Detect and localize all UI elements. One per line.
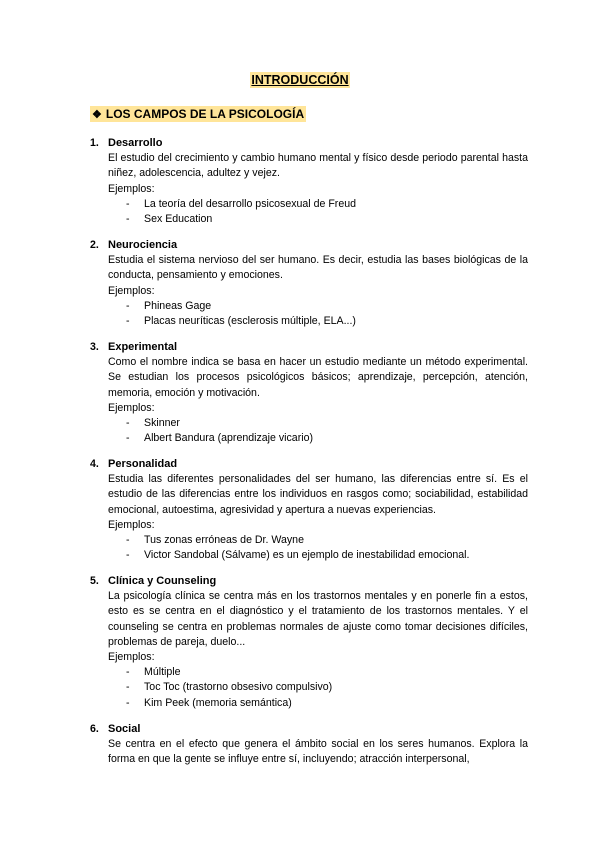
dash-bullet: - (126, 315, 130, 328)
examples-label: Ejemplos: (108, 182, 155, 195)
diamond-bullet-icon: ❖ (92, 109, 102, 121)
item-number: 3. (90, 341, 99, 353)
dash-bullet: - (126, 696, 130, 709)
item-description: Estudia el sistema nervioso del ser humano. Es decir, estudia las bases biológicas de la conducta, pensamiento y emociones. (108, 254, 528, 282)
example-item: - Tus zonas erróneas de Dr. Wayne (108, 533, 528, 548)
item-description: La psicología clínica se centra más en los trastornos mentales y en ponerle fin a estos, esto es se centra en el diagnóstico y el tratamiento de los trastornos mentales. Y el counseling se centra en problemas normales de ajuste como tomar decisiones difíciles, problemas de pareja, duelo... (108, 590, 528, 648)
item-heading: Clínica y Counseling (108, 575, 217, 587)
example-item: - Sex Education (108, 212, 528, 227)
examples-label: Ejemplos: (108, 284, 155, 297)
example-item: - Placas neuríticas (esclerosis múltiple, ELA...) (108, 314, 528, 329)
item-number: 2. (90, 239, 99, 251)
examples-list (108, 533, 528, 563)
dash-bullet: - (126, 681, 130, 694)
dash-bullet: - (126, 417, 130, 430)
example-item: - Múltiple (108, 665, 528, 680)
list-item (90, 722, 528, 768)
section-heading-highlight (90, 106, 306, 122)
example-item: - Toc Toc (trastorno obsesivo compulsivo) (108, 680, 528, 695)
examples-list (108, 197, 528, 227)
title-text: INTRODUCCIÓN (251, 73, 349, 87)
examples-label: Ejemplos: (108, 518, 155, 531)
list-item (90, 136, 528, 227)
example-item: - Victor Sandobal (Sálvame) es un ejemplo de inestabilidad emocional. (108, 548, 528, 563)
dash-bullet: - (126, 197, 130, 210)
item-description: Como el nombre indica se basa en hacer un estudio mediante un método experimental. Se estudian los procesos psicológicos básicos; aprendizaje, percepción, atención, memoria, emoción y motivación. (108, 356, 528, 399)
examples-list (108, 665, 528, 711)
item-description: El estudio del crecimiento y cambio humano mental y físico desde periodo parental hasta niñez, adolescencia, adultez y vejez. (108, 152, 528, 180)
examples-label: Ejemplos: (108, 401, 155, 414)
item-heading: Social (108, 723, 141, 735)
list-item (90, 340, 528, 446)
example-item: - Albert Bandura (aprendizaje vicario) (108, 431, 528, 446)
item-heading: Neurociencia (108, 239, 178, 251)
dash-bullet: - (126, 299, 130, 312)
item-heading: Experimental (108, 341, 178, 353)
example-item: - La teoría del desarrollo psicosexual de Freud (108, 197, 528, 212)
item-number: 5. (90, 575, 99, 587)
page-title (0, 71, 600, 89)
example-item: - Phineas Gage (108, 299, 528, 314)
dash-bullet: - (126, 534, 130, 547)
item-description: Se centra en el efecto que genera el ámbito social en los seres humanos. Explora la forma en que la gente se influye entre sí, incluyendo; atracción interpersonal, (108, 738, 528, 766)
dash-bullet: - (126, 666, 130, 679)
item-heading: Personalidad (108, 458, 178, 470)
item-number: 4. (90, 458, 99, 470)
dash-bullet: - (126, 213, 130, 226)
examples-list (108, 299, 528, 329)
item-heading: Desarrollo (108, 137, 163, 149)
item-description: Estudia las diferentes personalidades del ser humano, las diferencias entre sí. Es el estudio de las diferencias entre los individuos en rasgos como; sociabilidad, estabilidad emocional, autoestima, agresividad y apertura a nuevas experiencias. (108, 473, 528, 516)
example-item: - Skinner (108, 416, 528, 431)
section-heading (90, 105, 306, 123)
dash-bullet: - (126, 432, 130, 445)
dash-bullet: - (126, 549, 130, 562)
example-item: - Kim Peek (memoria semántica) (108, 696, 528, 711)
examples-list (108, 416, 528, 446)
list-item (90, 457, 528, 563)
list-item (90, 574, 528, 711)
section-heading-text: LOS CAMPOS DE LA PSICOLOGÍA (105, 107, 305, 121)
list-item (90, 238, 528, 329)
examples-label: Ejemplos: (108, 651, 155, 664)
item-number: 6. (90, 723, 99, 735)
item-number: 1. (90, 137, 99, 149)
